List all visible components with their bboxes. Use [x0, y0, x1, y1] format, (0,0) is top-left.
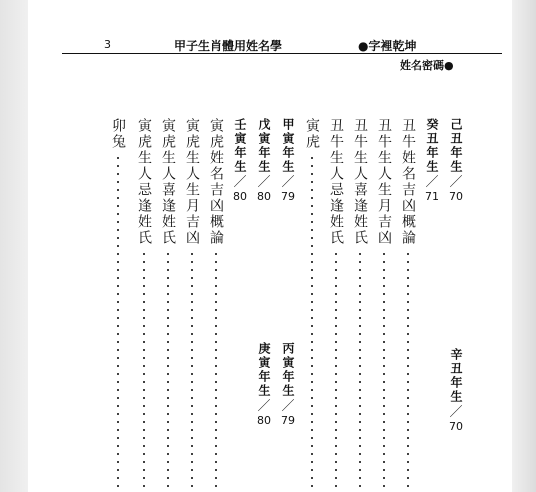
- toc-entry: [398, 118, 418, 488]
- book-title: 甲子生肖體用姓名學: [174, 39, 283, 53]
- toc-year: 壬寅年生: [233, 118, 247, 174]
- toc-entry-title: 寅虎生人生月吉凶: [184, 118, 200, 246]
- dot-leader: [383, 250, 385, 488]
- toc-entry: [182, 118, 202, 488]
- toc-page-number: 80: [257, 414, 271, 427]
- toc-chapter-title: 寅虎: [304, 118, 320, 150]
- toc-separator: ／: [281, 175, 295, 190]
- dot-leader: [167, 250, 169, 488]
- page-gutter-left: [0, 0, 28, 492]
- toc-year-column-wuyin: [254, 118, 274, 488]
- toc-page-number: 80: [233, 190, 247, 203]
- toc-page-number: 70: [449, 190, 463, 203]
- series-mark: ●字裡乾坤: [358, 39, 417, 53]
- toc-page-number: 71: [425, 190, 439, 203]
- toc-entry: [206, 118, 226, 488]
- toc-separator: ／: [233, 175, 247, 190]
- toc-year-column-jichou: [446, 118, 466, 488]
- dot-leader: [311, 154, 313, 488]
- toc-year-column-guichou: [422, 118, 442, 488]
- toc-entry-title: 丑牛生人生月吉凶: [376, 118, 392, 246]
- toc-entry-title: 丑牛生人喜逢姓氏: [352, 118, 368, 246]
- book-page: [28, 0, 512, 492]
- dot-leader: [191, 250, 193, 488]
- toc-separator: ／: [257, 175, 271, 190]
- toc-entry-title: 丑牛姓名吉凶概論: [400, 118, 416, 246]
- toc-entry: [326, 118, 346, 488]
- toc-year: 癸丑年生: [425, 118, 439, 174]
- toc-separator: ／: [449, 175, 463, 190]
- toc-separator: ／: [425, 175, 439, 190]
- toc-page-number: 80: [257, 190, 271, 203]
- toc-year: 戊寅年生: [257, 118, 271, 174]
- toc-entry: [350, 118, 370, 488]
- toc-entry-title: 丑牛生人忌逢姓氏: [328, 118, 344, 246]
- toc-year-column-renyin: [230, 118, 250, 488]
- toc-year-column-jiayin: [278, 118, 298, 488]
- toc-year: 庚寅年生: [257, 342, 271, 398]
- dot-leader: [143, 250, 145, 488]
- dot-leader: [117, 154, 119, 488]
- toc-entry: [374, 118, 394, 488]
- dot-leader: [335, 250, 337, 488]
- toc-page-number: 70: [449, 420, 463, 433]
- toc-entry: [158, 118, 178, 488]
- toc-page-number: 79: [281, 190, 295, 203]
- toc-entry-title: 寅虎生人喜逢姓氏: [160, 118, 176, 246]
- toc-chapter-rabbit: [108, 118, 128, 488]
- dot-leader: [359, 250, 361, 488]
- section-mark: 姓名密碼●: [400, 59, 454, 72]
- toc-chapter-title: 卯兔: [110, 118, 126, 150]
- toc-page-number: 79: [281, 414, 295, 427]
- toc-year: 己丑年生: [449, 118, 463, 174]
- toc-entry-title: 寅虎姓名吉凶概論: [208, 118, 224, 246]
- toc-separator: ／: [257, 399, 271, 414]
- toc-year: 甲寅年生: [281, 118, 295, 174]
- dot-leader: [407, 250, 409, 488]
- toc-separator: ／: [449, 405, 463, 420]
- page-gutter-right: [512, 0, 536, 492]
- dot-leader: [215, 250, 217, 488]
- header-rule: [62, 53, 502, 54]
- toc-entry: [134, 118, 154, 488]
- toc-year: 丙寅年生: [281, 342, 295, 398]
- toc-separator: ／: [281, 399, 295, 414]
- toc-entry-title: 寅虎生人忌逢姓氏: [136, 118, 152, 246]
- toc-year: 辛丑年生: [449, 348, 463, 404]
- page-number: 3: [104, 38, 111, 51]
- toc-chapter-tiger: [302, 118, 322, 488]
